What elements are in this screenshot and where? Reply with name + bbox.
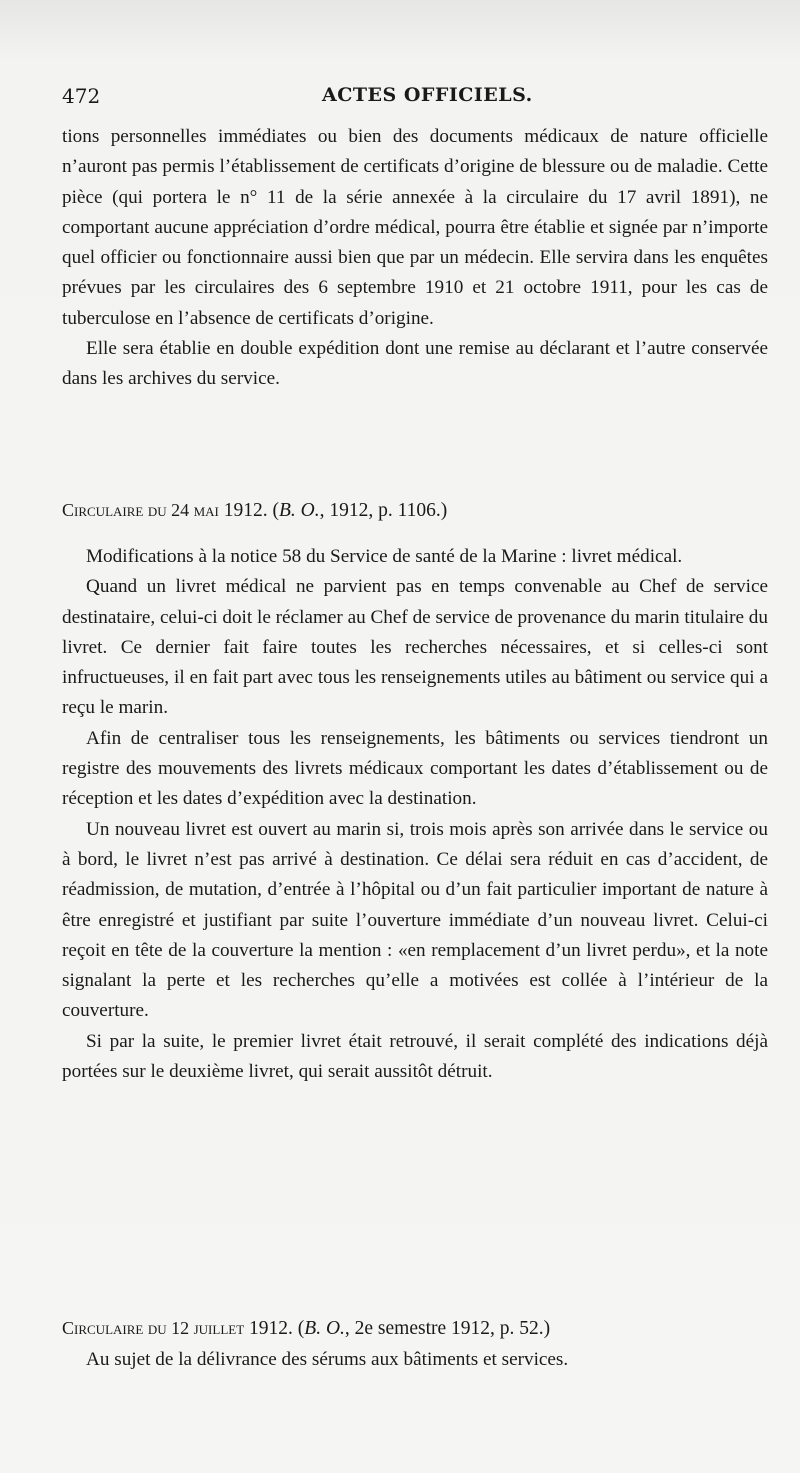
bulletin-reference: B. O.	[279, 500, 320, 521]
circular-date: Circulaire du 12 juillet	[62, 1318, 245, 1338]
bulletin-page: , 1912, p. 1106.)	[319, 500, 448, 521]
bulletin-page: , 2e semestre 1912, p. 52.)	[344, 1318, 551, 1339]
circular-heading	[62, 1318, 768, 1340]
page-number: 472	[62, 84, 101, 108]
paragraph: Si par la suite, le premier livret était retrouvé, il serait complété des indications déjà portées sur le deuxième livret, qui serait aussitôt détruit.	[62, 1030, 768, 1083]
circular-body	[62, 1345, 768, 1375]
circular-year: 1912. (	[218, 500, 280, 521]
running-head	[62, 84, 762, 110]
continued-text-block	[62, 122, 768, 395]
paragraph: Afin de centraliser tous les renseignements, les bâtiments ou services tiendront un registre des mouvements des livrets médicaux comportant les dates d’établissement ou de réception et les dates d’expédition avec la destination.	[62, 727, 768, 810]
paragraph: Modifications à la notice 58 du Service de santé de la Marine : livret médical.	[86, 546, 683, 567]
paragraph: tions personnelles immédiates ou bien des documents médicaux de nature officielle n’auront pas permis l’établissement de certificats d’origine de blessure ou de maladie. Cette pièce (qui portera le n° 11 de la série annexée à la circulaire du 17 avril 1891), ne comportant aucune appréciation d’ordre médical, pourra être établie et signée par n’importe quel officier ou fonctionnaire aussi bien que par un médecin. Elle servira dans les enquêtes prévues par les circulaires des 6 septembre 1910 et 21 octobre 1911, pour les cas de tuberculose en l’absence de certificats d’origine.	[62, 126, 768, 329]
paragraph: Au sujet de la délivrance des sérums aux bâtiments et services.	[86, 1349, 569, 1370]
running-title: ACTES OFFICIELS.	[322, 84, 533, 106]
circular-heading	[62, 500, 768, 522]
bulletin-reference: B. O.	[304, 1318, 345, 1339]
circular-body	[62, 542, 768, 1087]
circular-date: Circulaire du 24 mai	[62, 500, 219, 520]
circular-year: 1912. (	[244, 1318, 305, 1339]
paragraph: Elle sera établie en double expédition dont une remise au déclarant et l’autre conservée dans les archives du service.	[62, 338, 768, 390]
paragraph: Quand un livret médical ne parvient pas en temps convenable au Chef de service destinataire, celui-ci doit le réclamer au Chef de service de provenance du marin titulaire du livret. Ce dernier fait faire toutes les recherches nécessaires, et si celles-ci sont infructueuses, il en fait part avec tous les renseignements utiles au bâtiment ou service qui a reçu le marin.	[62, 576, 768, 719]
paragraph: Un nouveau livret est ouvert au marin si, trois mois après son arrivée dans le service ou à bord, le livret n’est pas arrivé à destination. Ce délai sera réduit en cas d’accident, de réadmission, de mutation, d’entrée à l’hôpital ou d’un fait particulier important de nature à être enregistré et justifiant par suite l’ouverture immédiate d’un nouveau livret. Celui-ci reçoit en tête de la couverture la mention : «en remplacement d’un livret perdu», et la note signalant la perte et les recherches qu’elle a motivées est collée à l’intérieur de la couverture.	[62, 818, 768, 1022]
